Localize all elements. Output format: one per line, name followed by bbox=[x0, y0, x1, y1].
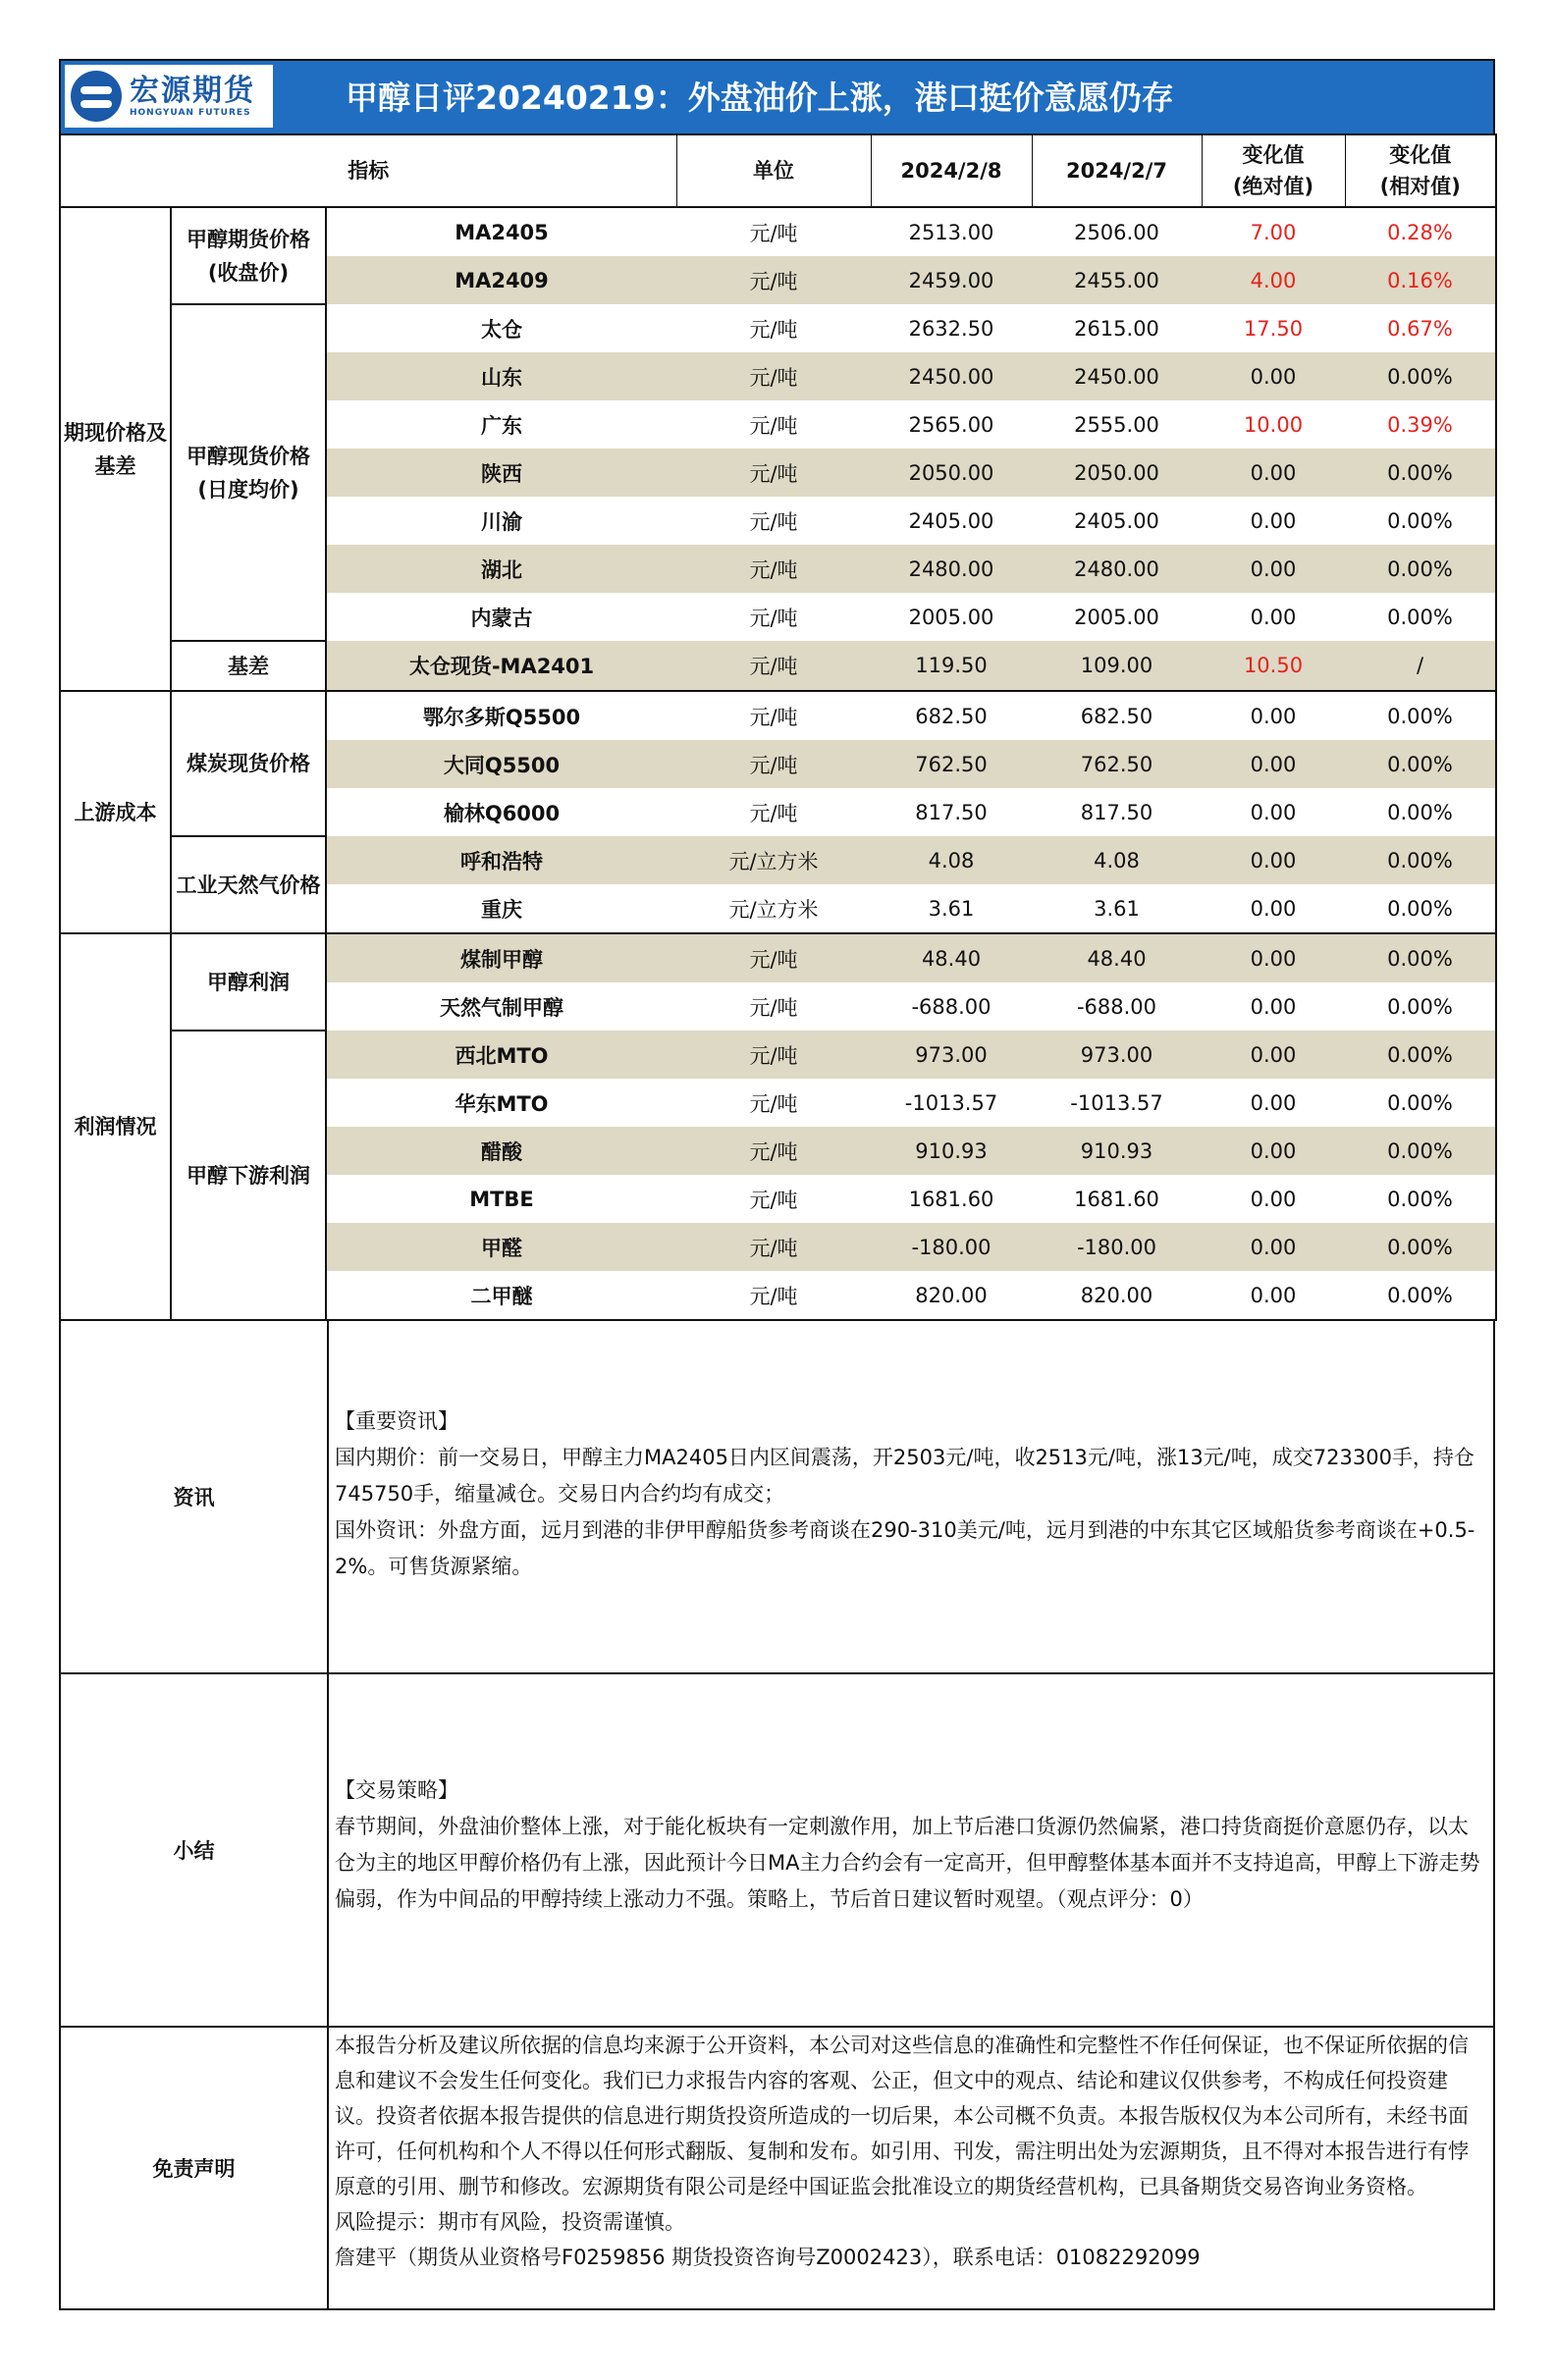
table-row bbox=[60, 207, 1496, 256]
abs-change: 7.00 bbox=[1250, 220, 1297, 244]
value-date2: 910.93 bbox=[1032, 1127, 1202, 1175]
indicator-name: MA2409 bbox=[326, 256, 676, 304]
table-row bbox=[60, 304, 1496, 352]
news-body bbox=[329, 1321, 1493, 1672]
report-sheet bbox=[59, 59, 1495, 2310]
col-abs-change bbox=[1202, 134, 1345, 207]
unit-cell: 元/吨 bbox=[676, 352, 871, 400]
unit-cell: 元/吨 bbox=[676, 641, 871, 691]
abs-change: 0.00 bbox=[1202, 1127, 1345, 1175]
value-date2: 1681.60 bbox=[1074, 1187, 1159, 1211]
group-label: 基差 bbox=[171, 641, 326, 691]
rel-change: 0.67% bbox=[1345, 304, 1496, 352]
group-label: 甲醇现货价格(日度均价) bbox=[171, 304, 326, 641]
indicator-name: 煤制甲醇 bbox=[326, 933, 676, 982]
value-date1: 910.93 bbox=[871, 1127, 1032, 1175]
abs-change: 0.00 bbox=[1250, 800, 1297, 824]
disclaimer-block bbox=[59, 2028, 1495, 2310]
news-overseas: 国外资讯：外盘方面，远月到港的非伊甲醇船货参考商谈在290-310美元/吨，远月到港的中东其它区域船货参考商谈在+0.5-2%。可售货源紧缩。 bbox=[335, 1518, 1475, 1578]
value-date1: -180.00 bbox=[871, 1223, 1032, 1271]
abs-change: 0.00 bbox=[1202, 884, 1345, 933]
analyst-contact: 詹建平（期货从业资格号F0259856 期货投资咨询号Z0002423），联系电话：01082292099 bbox=[335, 2246, 1201, 2269]
summary-strategy: 春节期间，外盘油价整体上涨，对于能化板块有一定刺激作用，加上节后港口货源仍然偏紧，港口持货商挺价意愿仍存，以太仓为主的地区甲醇价格仍有上涨，因此预计今日MA主力合约会有一定高开，但甲醇整体基本面并不支持追高，甲醇上下游走势偏弱，作为中间品的甲醇持续上涨动力不强。策略上，节后首日建议暂时观望。（观点评分：0） bbox=[335, 1815, 1480, 1911]
indicator-name: 广东 bbox=[481, 413, 522, 438]
table-row bbox=[60, 836, 1496, 884]
rel-change: 0.28% bbox=[1345, 207, 1496, 256]
value-date1: 4.08 bbox=[871, 836, 1032, 884]
rel-change: 0.16% bbox=[1345, 256, 1496, 304]
abs-change: 4.00 bbox=[1202, 256, 1345, 304]
abs-change: 0.00 bbox=[1202, 836, 1345, 884]
value-date2: 817.50 bbox=[1080, 800, 1153, 824]
news-block bbox=[59, 1321, 1495, 1674]
value-date2: 820.00 bbox=[1032, 1271, 1202, 1320]
rel-change: 0.39% bbox=[1345, 400, 1496, 449]
unit-cell: 元/立方米 bbox=[676, 836, 871, 884]
logo-cn: 宏源期货 bbox=[130, 74, 255, 108]
abs-change: 0.00 bbox=[1250, 1187, 1297, 1211]
rel-change: 0.00% bbox=[1345, 497, 1496, 545]
unit-cell: 元/立方米 bbox=[676, 884, 871, 933]
value-date2: 2615.00 bbox=[1074, 316, 1159, 341]
value-date1: 2450.00 bbox=[871, 352, 1032, 400]
rel-change: 0.00% bbox=[1345, 1271, 1496, 1320]
news-domestic: 国内期价：前一交易日，甲醇主力MA2405日内区间震荡，开2503元/吨，收2513元/吨，涨13元/吨，成交723300手，持仓745750手，缩量减仓。交易日内合约均有成交； bbox=[335, 1446, 1474, 1506]
unit-cell: 元/吨 bbox=[676, 449, 871, 497]
indicator-name: 甲醛 bbox=[326, 1223, 676, 1271]
rel-change: 0.00% bbox=[1345, 933, 1496, 982]
rel-change: 0.00% bbox=[1345, 449, 1496, 497]
value-date2: 48.40 bbox=[1032, 933, 1202, 982]
column-header-row bbox=[60, 134, 1496, 207]
abs-change: 0.00 bbox=[1250, 704, 1297, 728]
value-date1: 682.50 bbox=[915, 704, 988, 728]
rel-change: / bbox=[1345, 641, 1496, 691]
value-date2: 2050.00 bbox=[1032, 449, 1202, 497]
rel-change: 0.00% bbox=[1345, 1127, 1496, 1175]
rel-change: 0.00% bbox=[1345, 545, 1496, 593]
col-rel-change bbox=[1345, 134, 1496, 207]
indicator-name: 呼和浩特 bbox=[326, 836, 676, 884]
value-date2: 682.50 bbox=[1080, 704, 1153, 728]
value-date2: 3.61 bbox=[1032, 884, 1202, 933]
unit-cell: 元/吨 bbox=[749, 995, 798, 1020]
unit-cell: 元/吨 bbox=[676, 1127, 871, 1175]
table-row bbox=[60, 1031, 1496, 1079]
unit-cell: 元/吨 bbox=[676, 256, 871, 304]
report-title: 甲醇日评20240219：外盘油价上涨，港口挺价意愿仍存 bbox=[346, 79, 1174, 117]
col-date1: 2024/2/8 bbox=[871, 134, 1032, 207]
company-logo bbox=[65, 65, 273, 128]
abs-change: 10.00 bbox=[1243, 412, 1304, 437]
summary-label: 小结 bbox=[61, 1674, 329, 2026]
value-date2: 2455.00 bbox=[1032, 256, 1202, 304]
indicator-name: 湖北 bbox=[326, 545, 676, 593]
group-label: 甲醇期货价格(收盘价) bbox=[171, 207, 326, 304]
abs-change: 0.00 bbox=[1250, 994, 1297, 1019]
value-date1: 820.00 bbox=[871, 1271, 1032, 1320]
abs-change: 0.00 bbox=[1202, 449, 1345, 497]
value-date2: 109.00 bbox=[1032, 641, 1202, 691]
abs-change: 0.00 bbox=[1250, 1090, 1297, 1115]
risk-warning: 风险提示：期市有风险，投资需谨慎。 bbox=[335, 2210, 685, 2234]
value-date2: 2555.00 bbox=[1074, 412, 1159, 437]
col-unit: 单位 bbox=[676, 134, 871, 207]
news-heading: 【重要资讯】 bbox=[335, 1409, 458, 1433]
logo-en: HONGYUAN FUTURES bbox=[130, 108, 251, 118]
section-label: 期现价格及基差 bbox=[60, 207, 171, 691]
value-date1: 2459.00 bbox=[871, 256, 1032, 304]
value-date2: 2450.00 bbox=[1032, 352, 1202, 400]
col-abs-change-line2: (绝对值) bbox=[1232, 175, 1314, 198]
rel-change: 0.00% bbox=[1345, 1079, 1496, 1127]
col-abs-change-line1: 变化值 bbox=[1242, 143, 1305, 167]
col-indicator: 指标 bbox=[60, 134, 676, 207]
unit-cell: 元/吨 bbox=[676, 1271, 871, 1320]
abs-change: 0.00 bbox=[1202, 352, 1345, 400]
abs-change: 0.00 bbox=[1250, 508, 1297, 533]
summary-block bbox=[59, 1674, 1495, 2028]
rel-change: 0.00% bbox=[1345, 982, 1496, 1031]
indicator-name: 醋酸 bbox=[326, 1127, 676, 1175]
unit-cell: 元/吨 bbox=[749, 606, 798, 630]
abs-change: 0.00 bbox=[1202, 740, 1345, 788]
table-row bbox=[60, 641, 1496, 691]
rel-change: 0.00% bbox=[1345, 836, 1496, 884]
abs-change: 0.00 bbox=[1250, 605, 1297, 629]
abs-change: 0.00 bbox=[1202, 545, 1345, 593]
rel-change: 0.00% bbox=[1345, 691, 1496, 740]
unit-cell: 元/吨 bbox=[676, 545, 871, 593]
summary-body bbox=[329, 1674, 1493, 2026]
col-date2: 2024/2/7 bbox=[1032, 134, 1202, 207]
unit-cell: 元/吨 bbox=[749, 509, 798, 534]
rel-change: 0.00% bbox=[1345, 884, 1496, 933]
value-date2: 2480.00 bbox=[1032, 545, 1202, 593]
indicator-name: 榆林Q6000 bbox=[443, 801, 561, 825]
indicator-name: 太仓现货-MA2401 bbox=[326, 641, 676, 691]
indicator-name: MTBE bbox=[469, 1187, 534, 1211]
table-row bbox=[60, 691, 1496, 740]
rel-change: 0.00% bbox=[1345, 1031, 1496, 1079]
abs-change: 17.50 bbox=[1243, 316, 1304, 341]
unit-cell: 元/吨 bbox=[676, 1031, 871, 1079]
section-label: 上游成本 bbox=[60, 691, 171, 933]
indicator-name: 山东 bbox=[326, 352, 676, 400]
indicator-name: 川渝 bbox=[481, 509, 522, 534]
indicator-name: 大同Q5500 bbox=[326, 740, 676, 788]
unit-cell: 元/吨 bbox=[676, 1223, 871, 1271]
unit-cell: 元/吨 bbox=[676, 933, 871, 982]
value-date2: 2506.00 bbox=[1074, 220, 1159, 244]
indicator-name: 西北MTO bbox=[326, 1031, 676, 1079]
group-label: 甲醇下游利润 bbox=[171, 1031, 326, 1320]
col-rel-change-line2: (相对值) bbox=[1379, 175, 1461, 198]
value-date1: 2632.50 bbox=[908, 316, 994, 341]
unit-cell: 元/吨 bbox=[749, 705, 798, 729]
section-label: 利润情况 bbox=[60, 933, 171, 1320]
indicator-name: 内蒙古 bbox=[470, 606, 533, 630]
abs-change: 0.00 bbox=[1202, 1271, 1345, 1320]
news-label: 资讯 bbox=[61, 1321, 329, 1672]
abs-change: 0.00 bbox=[1202, 1031, 1345, 1079]
value-date2: 2405.00 bbox=[1074, 508, 1159, 533]
value-date1: 1681.60 bbox=[908, 1187, 994, 1211]
value-date2: 4.08 bbox=[1032, 836, 1202, 884]
unit-cell: 元/吨 bbox=[749, 801, 798, 825]
indicator-name: 陕西 bbox=[326, 449, 676, 497]
report-header bbox=[59, 59, 1495, 133]
group-label: 工业天然气价格 bbox=[171, 836, 326, 933]
disclaimer-label: 免责声明 bbox=[61, 2028, 329, 2308]
indicator-name: 太仓 bbox=[481, 317, 522, 342]
rel-change: 0.00% bbox=[1345, 352, 1496, 400]
unit-cell: 元/吨 bbox=[749, 1188, 798, 1212]
indicator-name: 华东MTO bbox=[455, 1091, 549, 1116]
logo-mark-icon bbox=[71, 71, 122, 122]
group-label: 甲醇利润 bbox=[171, 933, 326, 1031]
disclaimer-text: 本报告分析及建议所依据的信息均来源于公开资料，本公司对这些信息的准确性和完整性不作任何保证，也不保证所依据的信息和建议不会发生任何变化。我们已力求报告内容的客观、公正，但文中的观点、结论和建议仅供参考，不构成任何投资建议。投资者依据本报告提供的信息进行期货投资所造成的一切后果，本公司概不负责。本报告版权仅为本公司所有，未经书面许可，任何机构和个人不得以任何形式翻版、复制和发布。如引用、刊发，需注明出处为宏源期货，且不得对本报告进行有悖原意的引用、删节和修改。宏源期货有限公司是经中国证监会批准设立的期货经营机构，已具备期货交易咨询业务资格。 bbox=[335, 2034, 1469, 2198]
value-date1: 2050.00 bbox=[871, 449, 1032, 497]
value-date1: -688.00 bbox=[911, 994, 991, 1019]
unit-cell: 元/吨 bbox=[749, 221, 798, 245]
rel-change: 0.00% bbox=[1345, 593, 1496, 641]
value-date2: -180.00 bbox=[1032, 1223, 1202, 1271]
value-date1: 2513.00 bbox=[908, 220, 994, 244]
value-date2: -1013.57 bbox=[1070, 1090, 1163, 1115]
rel-change: 0.00% bbox=[1345, 788, 1496, 836]
summary-heading: 【交易策略】 bbox=[335, 1778, 458, 1802]
indicator-name: 鄂尔多斯Q5500 bbox=[422, 705, 581, 729]
abs-change: 0.00 bbox=[1202, 1223, 1345, 1271]
value-date1: -1013.57 bbox=[904, 1090, 998, 1115]
unit-cell: 元/吨 bbox=[749, 1091, 798, 1116]
value-date1: 3.61 bbox=[871, 884, 1032, 933]
indicator-name: 重庆 bbox=[326, 884, 676, 933]
value-date2: 762.50 bbox=[1032, 740, 1202, 788]
table-row bbox=[60, 933, 1496, 982]
unit-cell: 元/吨 bbox=[749, 317, 798, 342]
value-date2: 2005.00 bbox=[1074, 605, 1159, 629]
indicator-table bbox=[59, 133, 1497, 1321]
rel-change: 0.00% bbox=[1345, 740, 1496, 788]
abs-change: 0.00 bbox=[1202, 933, 1345, 982]
value-date1: 2405.00 bbox=[908, 508, 994, 533]
value-date1: 2480.00 bbox=[871, 545, 1032, 593]
value-date1: 817.50 bbox=[915, 800, 988, 824]
rel-change: 0.00% bbox=[1345, 1175, 1496, 1223]
value-date1: 119.50 bbox=[871, 641, 1032, 691]
disclaimer-body bbox=[329, 2028, 1493, 2308]
unit-cell: 元/吨 bbox=[749, 413, 798, 438]
indicator-name: MA2405 bbox=[455, 220, 549, 244]
value-date1: 973.00 bbox=[871, 1031, 1032, 1079]
value-date1: 48.40 bbox=[871, 933, 1032, 982]
rel-change: 0.00% bbox=[1345, 1223, 1496, 1271]
value-date1: 2565.00 bbox=[908, 412, 994, 437]
col-rel-change-line1: 变化值 bbox=[1389, 143, 1452, 167]
value-date1: 2005.00 bbox=[908, 605, 994, 629]
group-label: 煤炭现货价格 bbox=[171, 691, 326, 836]
value-date1: 762.50 bbox=[871, 740, 1032, 788]
indicator-name: 天然气制甲醇 bbox=[440, 995, 563, 1020]
value-date2: 973.00 bbox=[1032, 1031, 1202, 1079]
abs-change: 10.50 bbox=[1202, 641, 1345, 691]
unit-cell: 元/吨 bbox=[676, 740, 871, 788]
indicator-name: 二甲醚 bbox=[326, 1271, 676, 1320]
value-date2: -688.00 bbox=[1076, 994, 1157, 1019]
